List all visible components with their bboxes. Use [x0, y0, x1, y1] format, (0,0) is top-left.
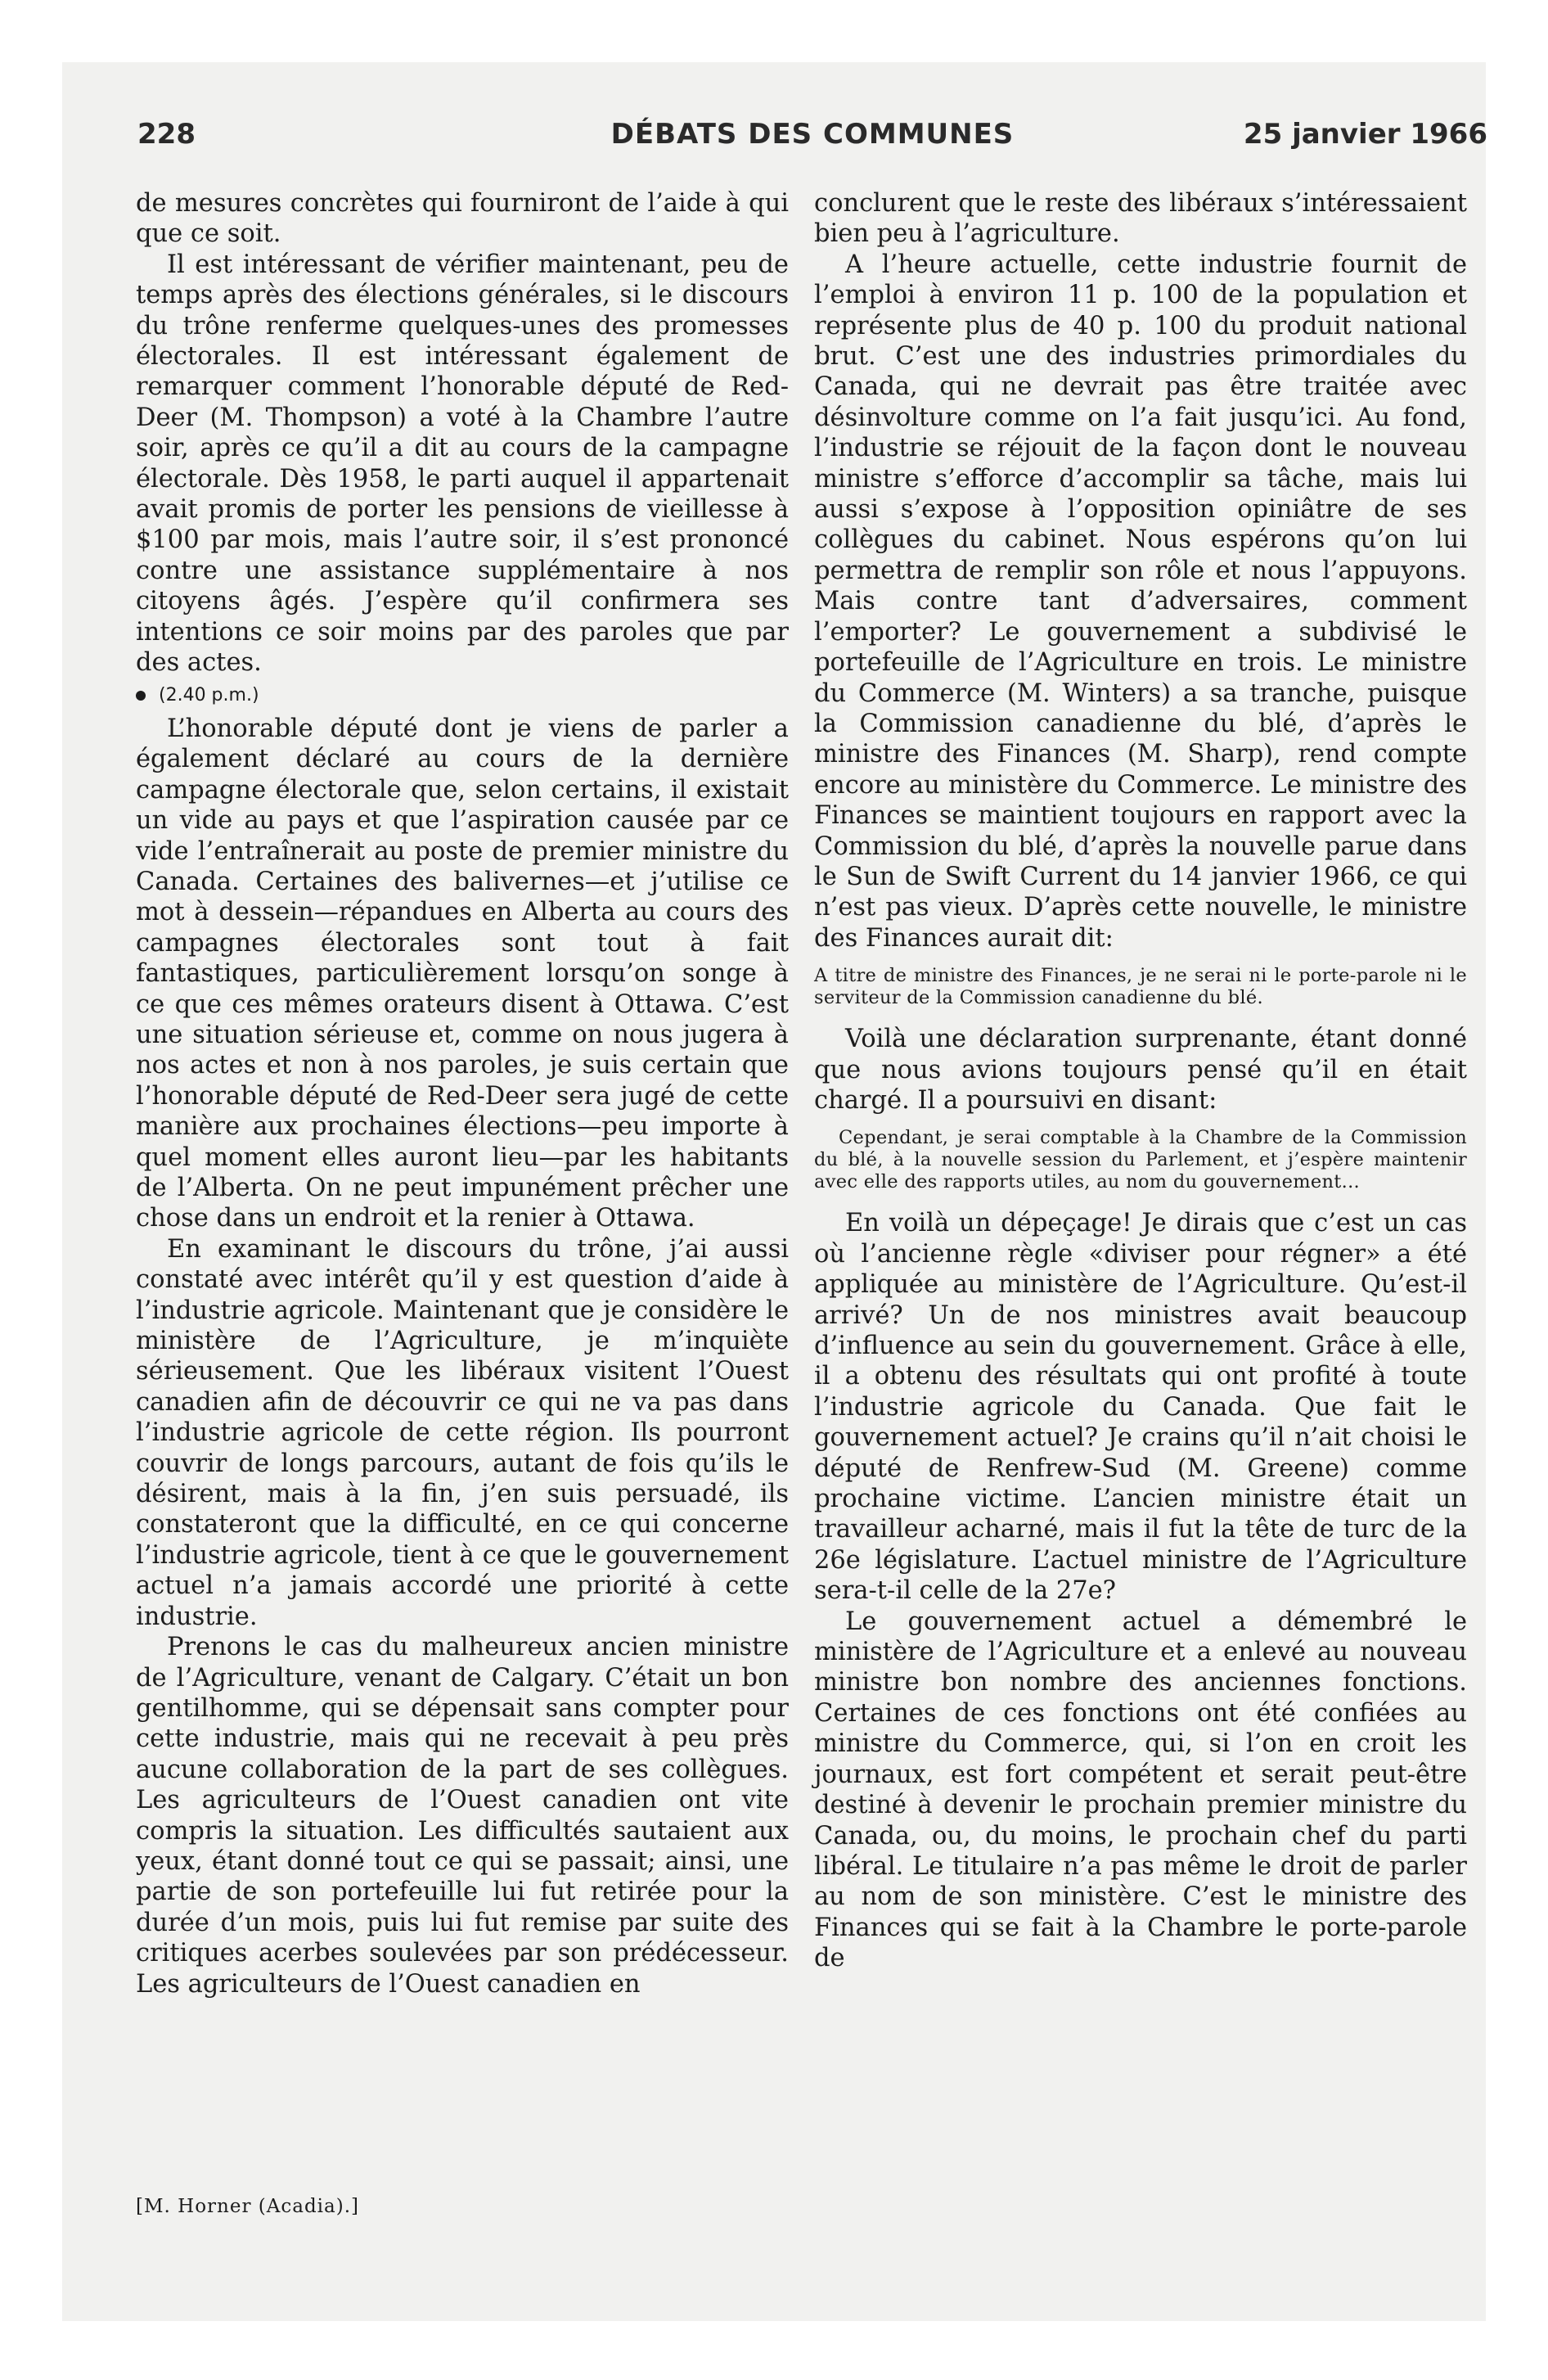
page-date: 25 janvier 1966: [1243, 118, 1487, 151]
paragraph: Voilà une déclaration surprenante, étant donné que nous avions toujours pensé qu’il en était chargé. Il a poursuivi en disant:: [814, 1025, 1467, 1115]
paragraph: Le gouvernement actuel a démembré le ministère de l’Agriculture et a enlevé au nouveau ministre bon nombre des anciennes fonctions. Certaines de ces fonctions ont été confiées au ministre du Commerce, qui, si l’on en croit les journaux, est fort compétent et serait peut-être destiné à devenir le prochain premier ministre du Canada, ou, du moins, le prochain chef du parti libéral. Le titulaire n’a pas même le droit de parler au nom de son ministère. C’est le ministre des Finances qui se fait à la Chambre le porte-parole de: [814, 1607, 1467, 1973]
bullet-icon: [136, 691, 146, 701]
right-column: [814, 188, 1467, 1974]
block-quote: Cependant, je serai comptable à la Chambre de la Commission du blé, à la nouvelle session du Parlement, et j’espère maintenir avec elle des rapports utiles, au nom du gouvernement...: [814, 1127, 1467, 1193]
paragraph: Prenons le cas du malheureux ancien ministre de l’Agriculture, venant de Calgary. C’était un bon gentilhomme, qui se dépensait sans compter pour cette industrie, mais qui ne recevait à peu près aucune collaboration de la part de ses collègues. Les agriculteurs de l’Ouest canadien ont vite compris la situation. Les difficultés sautaient aux yeux, étant donné tout ce qui se passait; ainsi, une partie de son portefeuille lui fut retirée pour la durée d’un mois, puis lui fut remise par suite des critiques acerbes soulevées par son prédécesseur. Les agriculteurs de l’Ouest canadien en: [136, 1633, 789, 1999]
paragraph: Il est intéressant de vérifier maintenant, peu de temps après des élections générales, si le discours du trône renferme quelques-unes des promesses électorales. Il est intéressant également de remarquer comment l’honorable député de Red-Deer (M. Thompson) a voté à la Chambre l’autre soir, après ce qu’il a dit au cours de la campagne électorale. Dès 1958, le parti auquel il appartenait avait promis de porter les pensions de vieillesse à $100 par mois, mais l’autre soir, il s’est prononcé contre une assistance supplémentaire à nos citoyens âgés. J’espère qu’il confirmera ses intentions ce soir moins par des paroles que par des actes.: [136, 250, 789, 678]
page-header: [137, 118, 1487, 159]
left-column: [136, 188, 789, 1999]
page-number: 228: [137, 118, 196, 151]
paragraph: de mesures concrètes qui fourniront de l’aide à qui que ce soit.: [136, 189, 789, 249]
paragraph: L’honorable député dont je viens de parler a également déclaré au cours de la dernière campagne électorale que, selon certains, il existait un vide au pays et que l’aspiration causée par ce vide l’entraînerait au poste de premier ministre du Canada. Certaines des balivernes—et j’utilise ce mot à dessein—répandues en Alberta au cours des campagnes électorales sont tout à fait fantastiques, particulièrement lorsqu’on songe à ce que ces mêmes orateurs disent à Ottawa. C’est une situation sérieuse et, comme on nous jugera à nos actes et non à nos paroles, je suis certain que l’honorable député de Red-Deer sera jugé de cette manière aux prochaines élections—peu importe à quel moment elles auront lieu—par les habitants de l’Alberta. On ne peut impunément prêcher une chose dans un endroit et la renier à Ottawa.: [136, 714, 789, 1233]
block-quote: A titre de ministre des Finances, je ne serai ni le porte-parole ni le serviteur de la Commission canadienne du blé.: [814, 965, 1467, 1009]
paragraph: conclurent que le reste des libéraux s’intéressaient bien peu à l’agriculture.: [814, 189, 1467, 249]
paragraph: En examinant le discours du trône, j’ai aussi constaté avec intérêt qu’il y est question d’aide à l’industrie agricole. Maintenant que je considère le ministère de l’Agriculture, je m’inquiète sérieusement. Que les libéraux visitent l’Ouest canadien afin de découvrir ce qui ne va pas dans l’industrie agricole de cette région. Ils pourront couvrir de longs parcours, autant de fois qu’ils le désirent, mais à la fin, j’en suis persuadé, ils constateront que la difficulté, en ce qui concerne l’industrie agricole, tient à ce que le gouvernement actuel n’a jamais accordé une priorité à cette industrie.: [136, 1234, 789, 1631]
timestamp: [136, 680, 789, 710]
timestamp-text: (2.40 p.m.): [159, 684, 259, 705]
speaker-attribution: [M. Horner (Acadia).]: [136, 2196, 360, 2217]
paragraph: A l’heure actuelle, cette industrie fournit de l’emploi à environ 11 p. 100 de la population et représente plus de 40 p. 100 du produit national brut. C’est une des industries primordiales du Canada, qui ne devrait pas être traitée avec désinvolture comme on l’a fait jusqu’ici. Au fond, l’industrie se réjouit de la façon dont le nouveau ministre s’efforce d’accomplir sa tâche, mais lui aussi s’expose à l’opposition opiniâtre de ses collègues du cabinet. Nous espérons qu’on lui permettra de remplir son rôle et nous l’appuyons. Mais contre tant d’adversaires, comment l’emporter? Le gouvernement a subdivisé le portefeuille de l’Agriculture en trois. Le ministre du Commerce (M. Winters) a sa tranche, puisque la Commission canadienne du blé, d’après le ministre des Finances (M. Sharp), rend compte encore au ministère du Commerce. Le ministre des Finances se maintient toujours en rapport avec la Commission du blé, d’après la nouvelle parue dans le Sun de Swift Current du 14 janvier 1966, ce qui n’est pas vieux. D’après cette nouvelle, le ministre des Finances aurait dit:: [814, 250, 1467, 953]
paragraph: En voilà un dépeçage! Je dirais que c’est un cas où l’ancienne règle «diviser pour régner» a été appliquée au ministère de l’Agriculture. Qu’est-il arrivé? Un de nos ministres avait beaucoup d’influence au sein du gouvernement. Grâce à elle, il a obtenu des résultats qui ont profité à toute l’industrie agricole du Canada. Que fait le gouvernement actuel? Je crains qu’il n’ait choisi le député de Renfrew-Sud (M. Greene) comme prochaine victime. L’ancien ministre était un travailleur acharné, mais il fut la tête de turc de la 26e législature. L’actuel ministre de l’Agriculture sera-t-il celle de la 27e?: [814, 1209, 1467, 1606]
page-title: DÉBATS DES COMMUNES: [610, 118, 1015, 151]
